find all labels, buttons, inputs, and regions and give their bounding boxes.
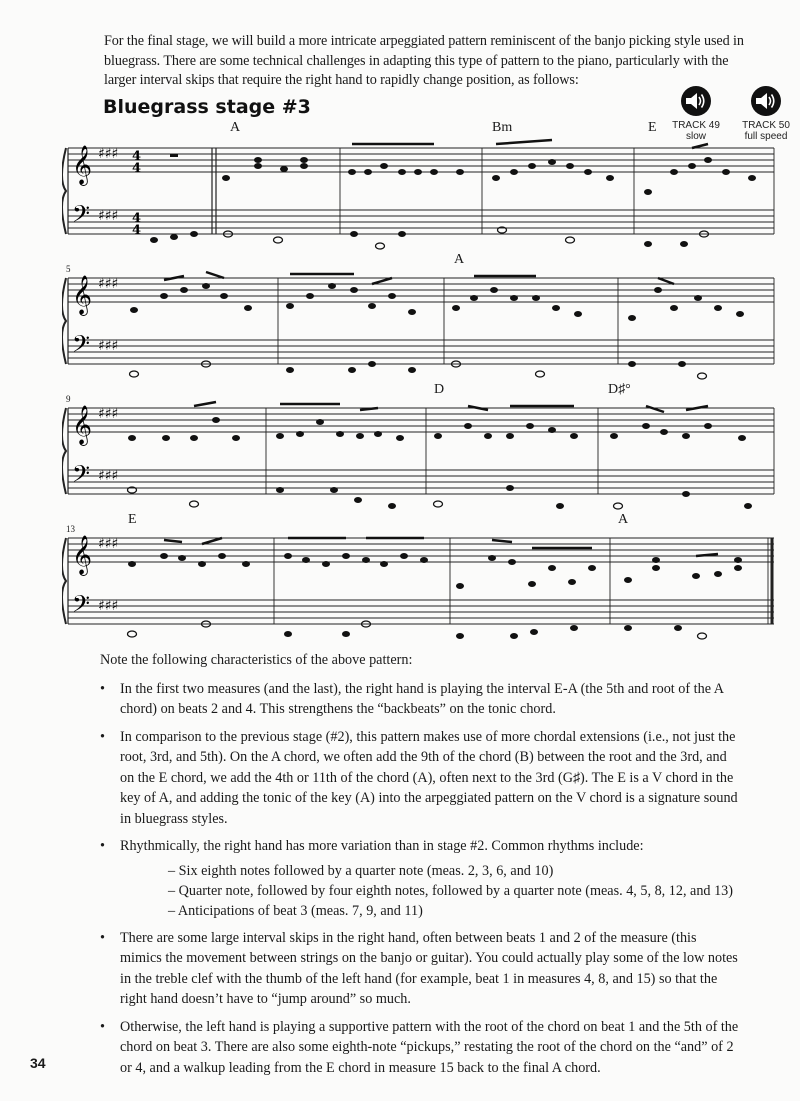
bullet-item: • There are some large interval skips in the right hand, often between beats 1 and 2 of the measure (this mimics the movement between strings on the banjo or guitar). You could actually play some of the low notes in the treble clef with the thumb of the left hand (for example, beat 1 in measures 4, 8, and 15) so that the right hand doesn’t have to “jump around” so much. xyxy=(100,928,740,1010)
svg-text:𝄢: 𝄢 xyxy=(72,590,91,623)
grand-staff xyxy=(62,250,778,380)
chord-symbol: A xyxy=(230,120,241,135)
svg-text:𝄞: 𝄞 xyxy=(72,275,93,315)
track-label: TRACK 49 xyxy=(672,120,720,131)
page-number: 34 xyxy=(30,1055,46,1071)
svg-text:♯♯♯: ♯♯♯ xyxy=(98,338,119,354)
notes-lead: Note the following characteristics of the above pattern: xyxy=(100,652,413,668)
bullet-item xyxy=(100,836,740,921)
track-sublabel: full speed xyxy=(744,131,788,142)
svg-text:𝄢: 𝄢 xyxy=(72,330,91,363)
notes-section xyxy=(100,650,740,1085)
music-system-3 xyxy=(62,380,778,510)
example-title: Bluegrass stage #3 xyxy=(103,96,311,118)
measure-number: 9 xyxy=(66,394,71,404)
svg-text:4: 4 xyxy=(132,211,142,226)
chord-symbol: D xyxy=(434,382,445,397)
svg-text:4: 4 xyxy=(132,223,142,238)
rhythm-item: – Anticipations of beat 3 (meas. 7, 9, and 11) xyxy=(168,902,423,919)
svg-text:𝄞: 𝄞 xyxy=(72,405,93,445)
chord-symbol: D♯° xyxy=(608,382,631,397)
bullet-item: • In comparison to the previous stage (#2), this pattern makes use of more chordal extensions (i.e., not just the root, 3rd, and 5th). On the A chord, we often add the 9th of the chord (B) between the root and the 3rd, and on the E chord, we add the 4th or 11th of the chord (A), often next to the 3rd (G♯). The E is a V chord in the key of A, and adding the tonic of the key (A) into the arpeggiated pattern on the V chord is a signature sound in bluegrass styles. xyxy=(100,727,740,830)
svg-text:4: 4 xyxy=(132,149,142,164)
track-sublabel: slow xyxy=(685,131,706,142)
bullet-item: • Otherwise, the left hand is playing a supportive pattern with the root of the chord on beat 1 and the 5th of the chord on beat 3. There are also some eighth-note “pickups,” restating the root of the chord on the “and” of 2 or 4, and a walkup leading from the E chord in measure 15 back to the final A chord. xyxy=(100,1017,740,1079)
measure-number: 5 xyxy=(66,264,71,274)
svg-text:𝄢: 𝄢 xyxy=(72,460,91,493)
bullet-text: • Rhythmically, the right hand has more variation than in stage #2. Common rhythms include: xyxy=(120,838,644,854)
chord-symbol: E xyxy=(128,512,137,527)
grand-staff xyxy=(62,510,778,640)
rhythm-item: – Six eighth notes followed by a quarter note (meas. 2, 3, 6, and 10) xyxy=(168,862,554,879)
grand-staff xyxy=(62,120,778,250)
svg-text:♯♯♯: ♯♯♯ xyxy=(98,468,119,484)
music-system-4 xyxy=(62,510,778,640)
track-label: TRACK 50 xyxy=(742,120,790,131)
grand-staff xyxy=(62,380,778,510)
chord-symbol: Bm xyxy=(492,120,513,135)
chord-symbol: A xyxy=(618,512,629,527)
svg-text:♯♯♯: ♯♯♯ xyxy=(98,276,119,292)
svg-text:♯♯♯: ♯♯♯ xyxy=(98,598,119,614)
intro-text: For the final stage, we will build a more intricate arpeggiated pattern reminiscent of the banjo picking style used in bluegrass. There are some technical challenges in adapting this type of pattern to the piano, particularly with the larger interval skips that require the right hand to rapidly change position, as follows: xyxy=(104,33,744,88)
chord-symbol: A xyxy=(454,252,465,267)
svg-text:𝄞: 𝄞 xyxy=(72,145,93,185)
svg-text:♯♯♯: ♯♯♯ xyxy=(98,146,119,162)
music-system-2 xyxy=(62,250,778,380)
rhythm-list xyxy=(120,861,740,921)
bullet-item: • In the first two measures (and the last), the right hand is playing the interval E-A (the 5th and root of the A chord) on beats 2 and 4. This strengthens the “backbeats” on the tonic chord. xyxy=(100,679,740,720)
speaker-icon xyxy=(751,86,781,116)
sheet-music xyxy=(62,120,778,640)
intro-paragraph xyxy=(104,32,764,91)
svg-text:♯♯♯: ♯♯♯ xyxy=(98,536,119,552)
svg-text:♯♯♯: ♯♯♯ xyxy=(98,406,119,422)
svg-text:𝄢: 𝄢 xyxy=(72,200,91,233)
measure-number: 13 xyxy=(66,524,75,534)
chord-symbol: E xyxy=(648,120,657,135)
music-system-1 xyxy=(62,120,778,250)
svg-text:♯♯♯: ♯♯♯ xyxy=(98,208,119,224)
rhythm-item: – Quarter note, followed by four eighth notes, followed by a quarter note (meas. 4, 5, 8, 12, and 13) xyxy=(168,882,733,899)
svg-text:𝄞: 𝄞 xyxy=(72,535,93,575)
svg-text:4: 4 xyxy=(132,161,142,176)
speaker-icon xyxy=(681,86,711,116)
